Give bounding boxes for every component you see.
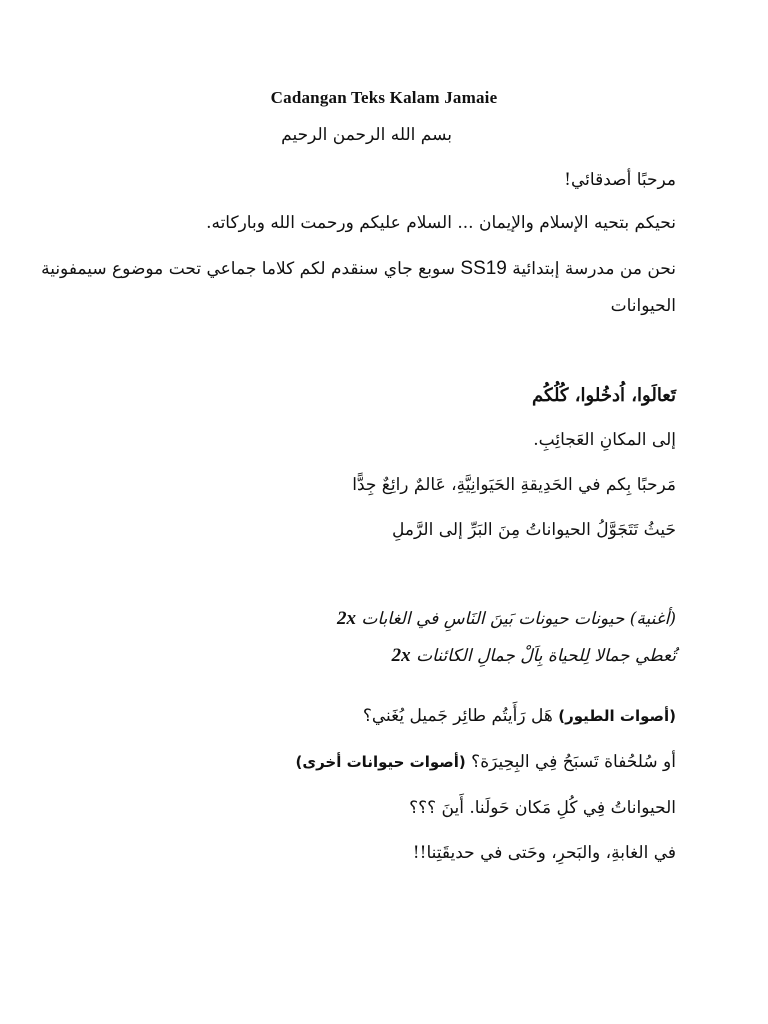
verse-line-1: إلى المكانِ العَجائِبِ. <box>533 430 676 450</box>
song-line-1 <box>337 608 676 630</box>
document-title: Cadangan Teks Kalam Jamaie <box>270 88 498 107</box>
intro-line-2: الحيوانات <box>610 296 676 316</box>
section-heading: تَعالَوا، اُدخُلوا، كُلُكُم <box>532 385 676 406</box>
bismillah: بسم الله الرحمن الرحيم <box>281 125 452 145</box>
question-line-1 <box>363 706 676 726</box>
verse-line-2: مَرحبًا بِكم في الحَدِيقةِ الحَيَوانِيَّةِ، عَالمٌ رائِعٌ جِدًّا <box>352 475 676 495</box>
song-lyric-2: تُعطي جمالا لِلحياة بِاَلْ جمالِ الكائنات <box>416 646 676 666</box>
repeat-marker-2: 2x <box>391 645 411 666</box>
song-lyric-1: (أغنية) حيونات حيونات بَينَ النَاسِ في الغابات <box>361 609 676 629</box>
sound-cue-birds: (أصوات الطيور) <box>558 707 676 725</box>
question-line-2 <box>296 752 677 772</box>
greeting-line: مرحبًا أصدقائي! <box>564 170 676 190</box>
question-text-1: هَل رَأَيتُم طائِر جَميل يُغَني؟ <box>362 706 553 726</box>
intro-prefix: نحن من مدرسة إبتدائية <box>512 259 676 279</box>
question-text-2: أو سُلحُفاة تَسبَحُ فِي البِحِيرَة؟ <box>471 752 676 772</box>
sound-cue-animals: (أصوات حيوانات أخرى) <box>295 753 466 771</box>
repeat-marker-1: 2x <box>336 608 356 629</box>
salam-line: نحيكم بتحيه الإسلام والإيمان ... السلام عليكم ورحمت الله وباركاته. <box>206 213 676 233</box>
question-line-3: الحيواناتُ فِي كُلِ مَكان حَولَنا. أَينَ ؟؟؟ <box>409 798 676 818</box>
school-code: SS19 <box>460 258 507 279</box>
song-line-2 <box>392 645 676 667</box>
intro-suffix: سوبع جاي سنقدم لكم كلاما جماعي تحت موضوع سيمفونية <box>41 259 455 279</box>
intro-line-1 <box>41 258 676 280</box>
verse-line-3: حَيثُ تَتَجَوَّلُ الحيواناتُ مِنَ البَرِّ إلى الرَّملِ <box>392 520 676 540</box>
closing-line: في الغابةِ، والبَحرِ، وحَتى في حديقَتِنا!! <box>412 843 676 863</box>
